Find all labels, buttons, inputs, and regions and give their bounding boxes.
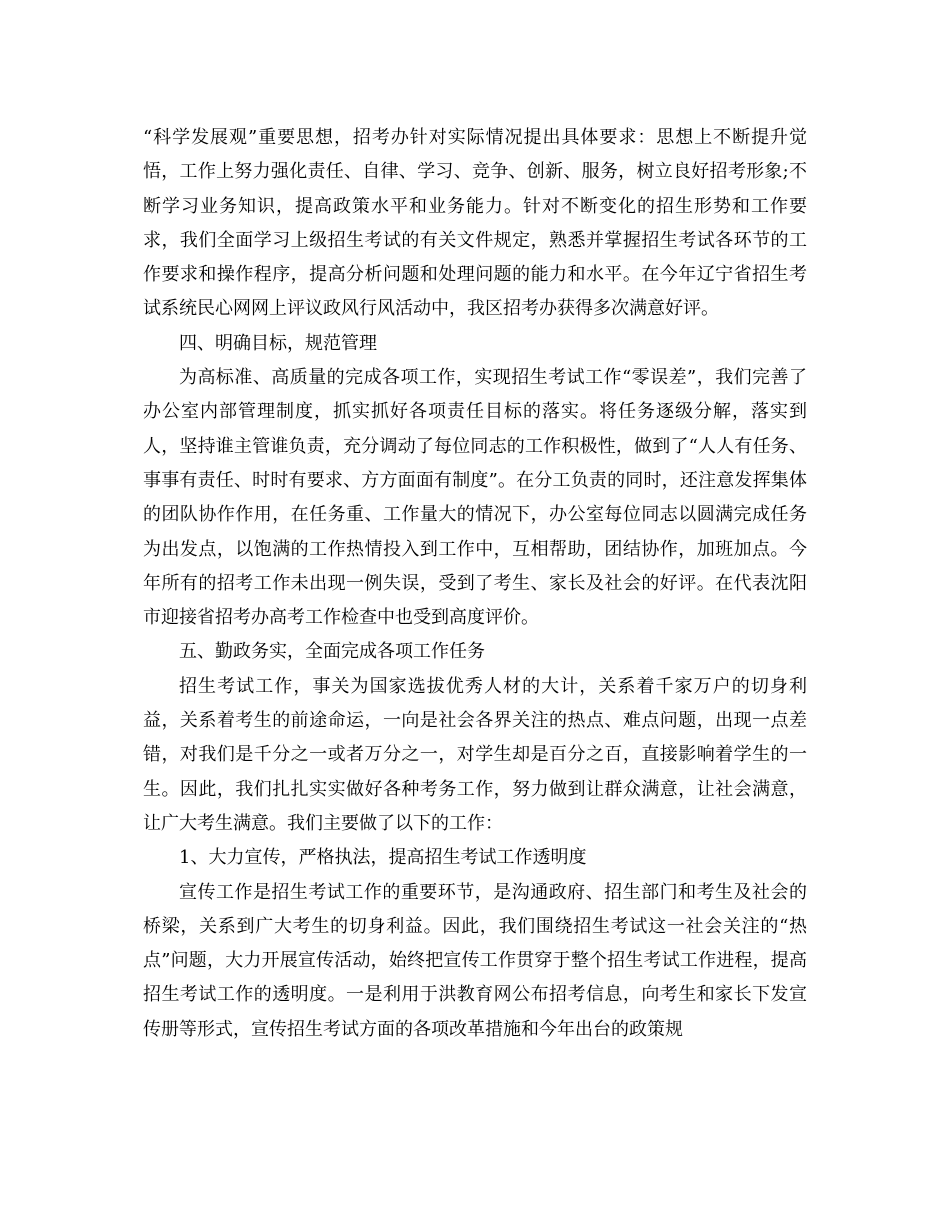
paragraph-section-5: 招生考试工作，事关为国家选拔优秀人材的大计，关系着千家万户的切身利益，关系着考生的前途命运，一向是社会各界关注的热点、难点问题，出现一点差错，对我们是千分之一或者万分之一，对学生却是百分之百，直接影响着学生的一生。因此，我们扎扎实实做好各种考务工作，努力做到让群众满意，让社会满意，让广大考生满意。我们主要做了以下的工作：: [143, 675, 807, 834]
section-heading-4: 四、明确目标，规范管理: [179, 332, 377, 354]
paragraph-intro-continued: “科学发展观”重要思想，招考办针对实际情况提出具体要求：思想上不断提升觉悟，工作上努力强化责任、自律、学习、竞争、创新、服务，树立良好招考形象;不断学习业务知识，提高政策水平和业务能力。针对不断变化的招生形势和工作要求，我们全面学习上级招生考试的有关文件规定，熟悉并掌握招生考试各环节的工作要求和操作程序，提高分析问题和处理问题的能力和水平。在今年辽宁省招生考试系统民心网网上评议政风行风活动中，我区招考办获得多次满意好评。: [143, 127, 807, 320]
paragraph-subsection-1: 宣传工作是招生考试工作的重要环节，是沟通政府、招生部门和考生及社会的桥梁，关系到广大考生的切身利益。因此，我们围绕招生考试这一社会关注的“热点”问题，大力开展宣传活动，始终把宣传工作贯穿于整个招生考试工作进程，提高招生考试工作的透明度。一是利用于洪教育网公布招考信息，向考生和家长下发宣传册等形式，宣传招生考试方面的各项改革措施和今年出台的政策规: [143, 881, 807, 1040]
paragraph-section-4: 为高标准、高质量的完成各项工作，实现招生考试工作“零误差”，我们完善了办公室内部管理制度，抓实抓好各项责任目标的落实。将任务逐级分解，落实到人，坚持谁主管谁负责，充分调动了每位同志的工作积极性，做到了“人人有任务、事事有责任、时时有要求、方方面面有制度”。在分工负责的同时，还注意发挥集体的团队协作作用，在任务重、工作量大的情况下，办公室每位同志以圆满完成任务为出发点，以饱满的工作热情投入到工作中，互相帮助，团结协作，加班加点。今年所有的招考工作未出现一例失误，受到了考生、家长及社会的好评。在代表沈阳市迎接省招考办高考工作检查中也受到高度评价。: [143, 367, 807, 629]
section-heading-5: 五、勤政务实，全面完成各项工作任务: [179, 641, 485, 663]
subsection-heading-1: 1、大力宣传，严格执法，提高招生考试工作透明度: [179, 847, 587, 869]
document-page: [143, 121, 807, 1047]
